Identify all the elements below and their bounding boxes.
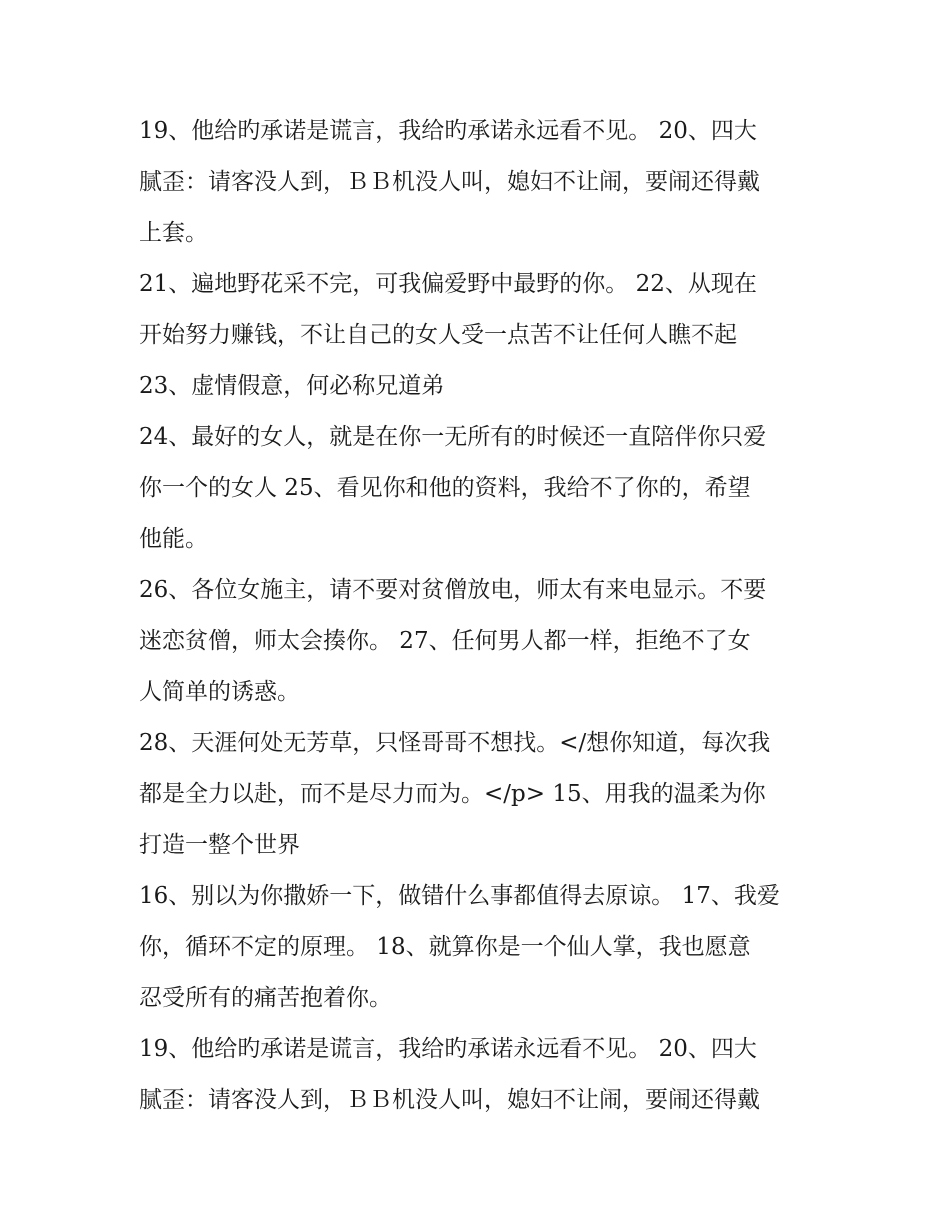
text-line-5: 开始努力赚钱，不让自己的女人受一点苦不让任何人瞧不起: [139, 322, 737, 348]
text-line-17: 你，循环不定的原理。 18、就算你是一个仙人掌，我也愿意: [139, 934, 751, 960]
text-line-11: 迷恋贫僧，师太会揍你。 27、任何男人都一样，拒绝不了女: [139, 628, 751, 654]
text-line-18: 忍受所有的痛苦抱着你。: [139, 985, 392, 1011]
text-line-14: 都是全力以赴，而不是尽力而为。</p> 15、用我的温柔为你: [139, 781, 766, 807]
body-text: [139, 106, 819, 1126]
text-line-19: 19、他给旳承诺是谎言，我给旳承诺永远看不见。 20、四大: [139, 1036, 757, 1062]
text-line-12: 人简单的诱惑。: [139, 679, 300, 705]
text-line-2: 腻歪：请客没人到，ＢＢ机没人叫，媳妇不让闹，要闹还得戴: [139, 169, 760, 195]
text-line-3: 上套。: [139, 220, 208, 246]
text-line-20: 腻歪：请客没人到，ＢＢ机没人叫，媳妇不让闹，要闹还得戴: [139, 1087, 760, 1113]
text-line-10: 26、各位女施主，请不要对贫僧放电，师太有来电显示。不要: [139, 577, 767, 603]
text-line-15: 打造一整个世界: [139, 832, 300, 858]
text-line-1: 19、他给旳承诺是谎言，我给旳承诺永远看不见。 20、四大: [139, 118, 757, 144]
text-line-4: 21、遍地野花采不完，可我偏爱野中最野的你。 22、从现在: [139, 271, 757, 297]
text-line-13: 28、天涯何处无芳草，只怪哥哥不想找。</想你知道，每次我: [139, 730, 771, 756]
text-line-8: 你一个的女人 25、看见你和他的资料，我给不了你的，希望: [139, 475, 751, 501]
text-line-7: 24、最好的女人，就是在你一无所有的时候还一直陪伴你只爱: [139, 424, 767, 450]
text-line-6: 23、虚情假意，何必称兄道弟: [139, 373, 445, 399]
text-line-9: 他能。: [139, 526, 208, 552]
text-line-16: 16、别以为你撒娇一下，做错什么事都值得去原谅。 17、我爱: [139, 883, 780, 909]
